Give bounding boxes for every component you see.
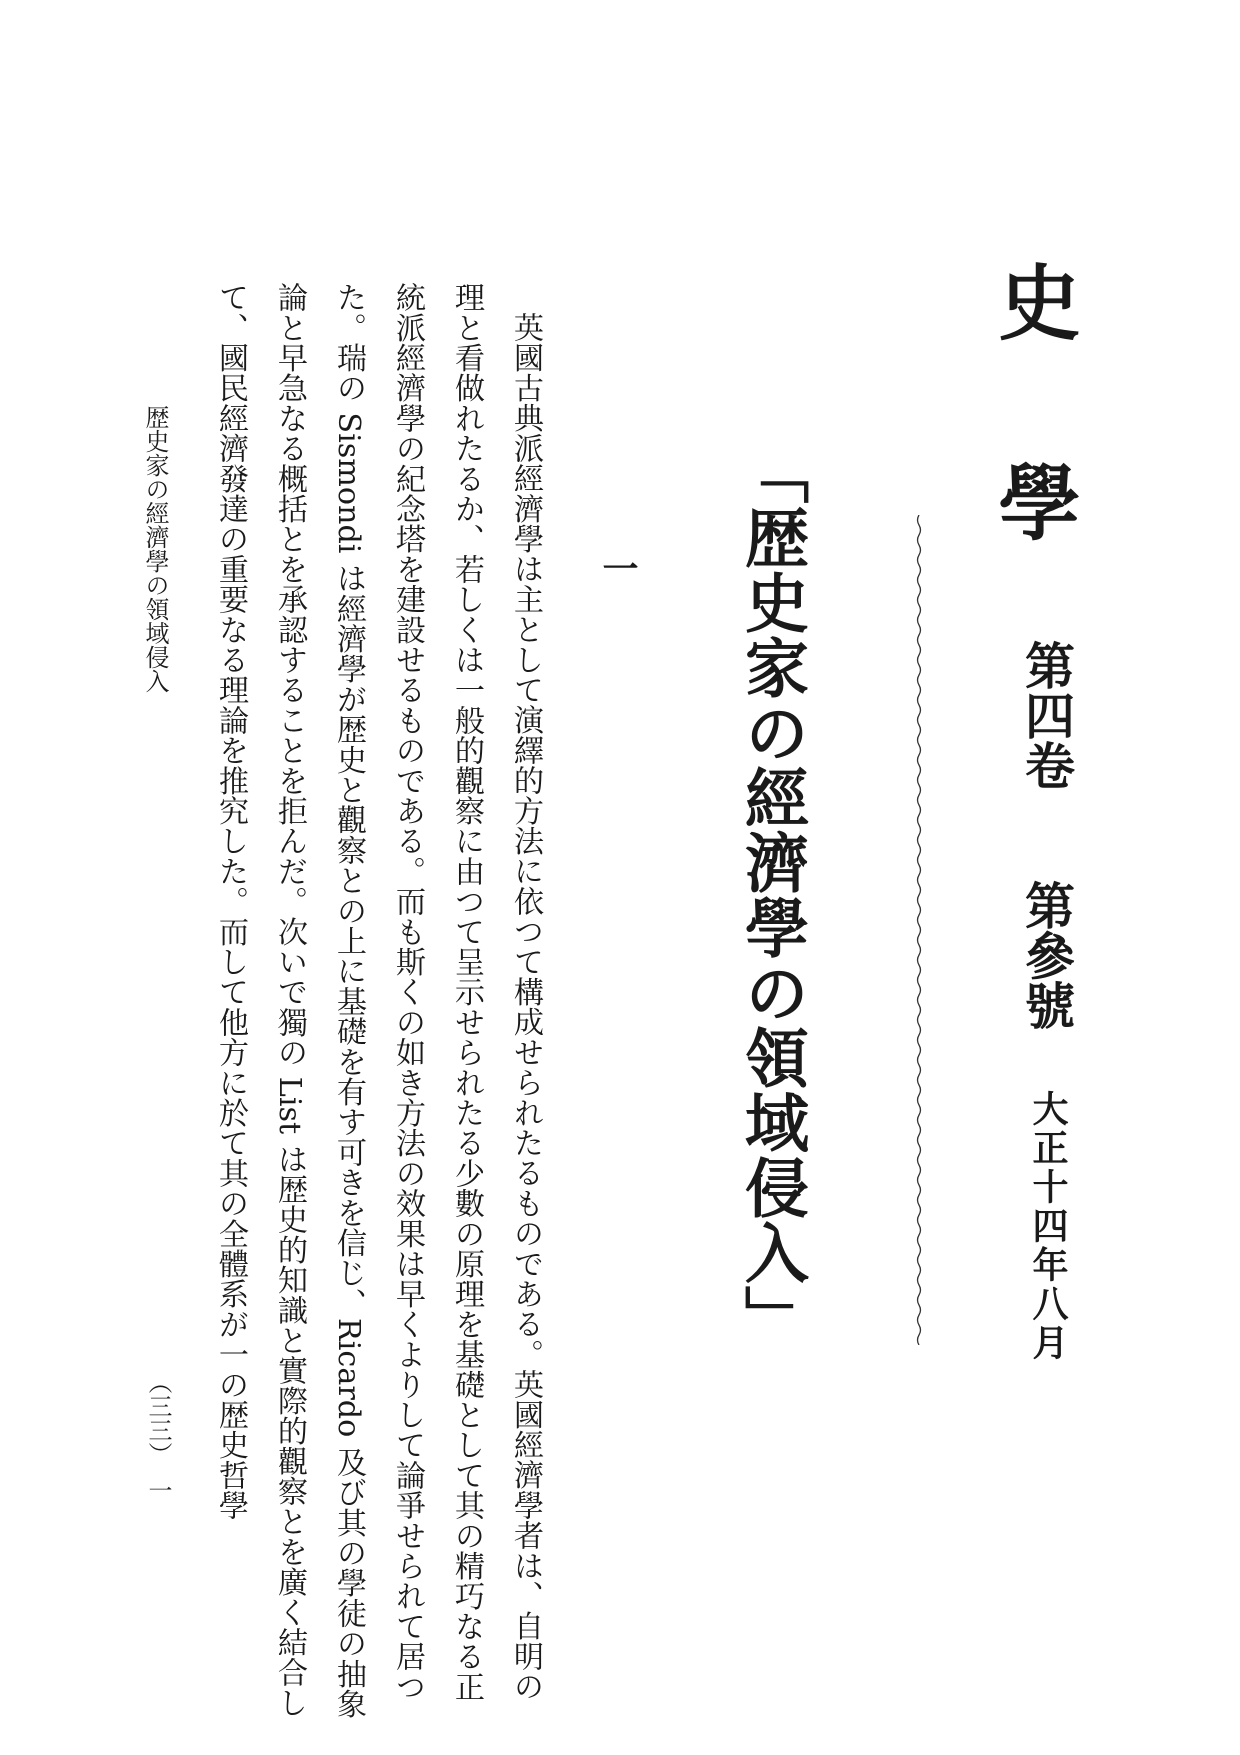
journal-title: 史學: [985, 260, 1081, 660]
running-footer-title: 歴史家の經濟學の領域侵入: [141, 405, 169, 693]
body-paragraph: 英國古典派經濟學は主として演繹的方法に依つて構成せられたるものである。英國經濟學者は、自明の理と看做れたるか、若しくは一般的觀察に由つて呈示せられたる少數の原理を基礎として其の精巧なる正統派經濟學の紀念塔を建設せるものである。而も斯くの如き方法の效果は早くよりして論爭せられて居つた。瑞の Sismondi は經濟學が歴史と觀察との上に基礎を有す可きを信じ、Ricardo 及び其の學徒の抽象論と早急なる概括とを承認することを拒んだ。次いで獨の List は歴史的知識と實際的觀察とを廣く結合して、國民經濟發達の重要なる理論を推究した。而して他方に於て其の全體系が一の歴史哲學: [213, 282, 543, 1719]
section-number: 一: [597, 550, 639, 586]
issue-number: 第參號: [1017, 880, 1076, 1030]
volume-number: 第四卷: [1017, 640, 1076, 790]
page-number: （三三） 一: [144, 1370, 172, 1502]
article-title: 「歴史家の經濟學の領域侵入」: [734, 440, 809, 1350]
publication-date: 大正十四年八月: [1027, 1090, 1069, 1363]
wavy-divider: [915, 515, 923, 1345]
article-body: [200, 282, 555, 1722]
